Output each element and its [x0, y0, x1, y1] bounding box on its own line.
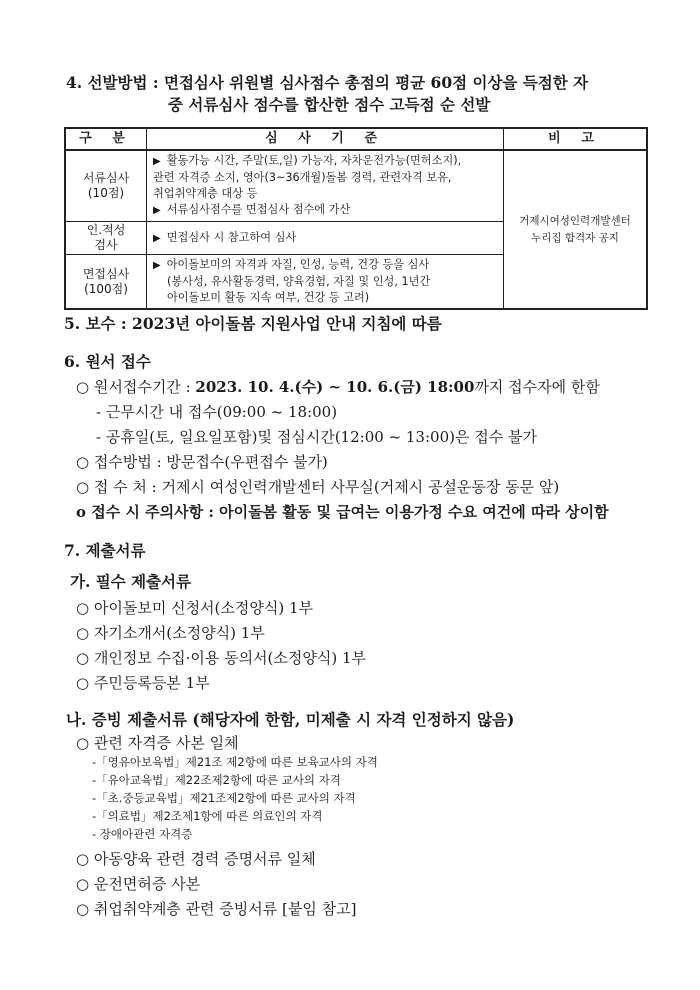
- header-category: 구 분: [65, 128, 147, 150]
- qualification-item: -「초.중등교육법」제21조제2항에 따른 교사의 자격: [92, 791, 356, 805]
- application-period: ○ 원서접수기간 : 2023. 10. 4.(수) ~ 10. 6.(금) 18:00까지 접수자에 한함: [76, 378, 600, 396]
- application-method: ○ 접수방법 : 방문접수(우편접수 불가): [76, 453, 328, 471]
- list-item: ○ 취업취약계층 관련 증빙서류 [붙임 참고]: [76, 900, 357, 918]
- table-header-row: [65, 128, 647, 150]
- category-cell: [65, 255, 147, 310]
- application-caution: o 접수 시 주의사항 : 아이돌봄 활동 및 급여는 이용가정 수요 여건에 따라 상이함: [76, 503, 609, 521]
- period-sub-holidays: - 공휴일(토, 일요일포함)및 점심시간(12:00 ~ 13:00)은 접수 불가: [96, 428, 537, 446]
- category-name: 면접심사: [82, 266, 130, 281]
- qualification-item: - 장애아관련 자격증: [92, 827, 193, 841]
- section-6-title: 6. 원서 접수: [64, 352, 151, 371]
- criteria-cell: [147, 222, 504, 255]
- criteria-line: (봉사성, 유사활동경력, 양육경험, 자질 및 인성, 1년간: [167, 275, 431, 288]
- screening-criteria-table: [64, 127, 648, 310]
- table-row: [65, 150, 647, 222]
- category-name: 인.적성: [86, 223, 126, 237]
- header-note: 비 고: [504, 128, 648, 150]
- criteria-cell: [147, 255, 504, 310]
- criteria-line: 취업취약계층 대상 등: [153, 187, 258, 200]
- criteria-cell: [147, 150, 504, 222]
- list-item: ○ 아이돌보미 신청서(소정양식) 1부: [76, 599, 314, 617]
- qualification-item: -「유아교육법」제22조제2항에 따른 교사의 자격: [92, 773, 341, 787]
- section-4-selection-method: [66, 72, 656, 116]
- list-item: ○ 개인정보 수집·이용 동의서(소정양식) 1부: [76, 649, 367, 667]
- qualification-item: -「영유아보육법」제21조 제2항에 따른 보육교사의 자격: [92, 755, 378, 769]
- list-item: ○ 관련 자격증 사본 일체: [76, 734, 239, 752]
- category-score: (100점): [84, 281, 128, 296]
- list-item: ○ 운전면허증 사본: [76, 875, 201, 893]
- category-name: 서류심사: [82, 171, 130, 185]
- proof-documents-title: 나. 증빙 제출서류 (해당자에 한함, 미제출 시 자격 인정하지 않음): [66, 710, 515, 729]
- category-cell: [65, 222, 147, 255]
- criteria-bullet: ▶ 서류심사점수를 면접심사 점수에 가산: [153, 202, 497, 219]
- criteria-bullet: ▶ 활동가능 시간, 주말(토,일) 가능자, 자차운전가능(면허소지),: [153, 153, 497, 170]
- qualification-item: -「의료법」제2조제1항에 따른 의료인의 자격: [92, 809, 323, 823]
- note-line: 누리집 합격자 공지: [531, 231, 619, 244]
- criteria-bullet: ▶ 아이돌보미의 자격과 자질, 인성, 능력, 건강 등을 심사: [153, 257, 497, 274]
- category-score: (10점): [87, 186, 125, 200]
- note-cell: [504, 150, 648, 309]
- section-4-line-2: 중 서류심사 점수를 합산한 점수 고득점 순 선발: [168, 95, 491, 114]
- section-4-line-1: 4. 선발방법 : 면접심사 위원별 심사점수 총점의 평균 60점 이상을 득점한 자: [66, 73, 589, 92]
- criteria-line: 아이돌보미 활동 지속 여부, 건강 등 고려): [167, 291, 370, 304]
- category-name-2: 검사: [94, 238, 118, 252]
- section-5-pay: 5. 보수 : 2023년 아이돌봄 지원사업 안내 지침에 따름: [64, 314, 442, 333]
- list-item: ○ 아동양육 관련 경력 증명서류 일체: [76, 850, 316, 868]
- section-7-title: 7. 제출서류: [64, 541, 146, 560]
- criteria-line: 관련 자격증 소지, 영아(3~36개월)돌봄 경력, 관련자격 보유,: [153, 171, 452, 184]
- note-line: 거제시여성인력개발센터: [519, 214, 631, 227]
- category-cell: [65, 150, 147, 222]
- period-sub-working-hours: - 근무시간 내 접수(09:00 ~ 18:00): [96, 403, 338, 421]
- header-criteria: 심 사 기 준: [147, 128, 504, 150]
- list-item: ○ 자기소개서(소정양식) 1부: [76, 624, 265, 642]
- list-item: ○ 주민등록등본 1부: [76, 674, 210, 692]
- criteria-bullet: ▶ 면접심사 시 참고하여 심사: [153, 230, 497, 247]
- application-place: ○ 접 수 처 : 거제시 여성인력개발센터 사무실(거제시 공설운동장 동문 앞): [76, 478, 560, 496]
- required-documents-title: 가. 필수 제출서류: [70, 572, 192, 591]
